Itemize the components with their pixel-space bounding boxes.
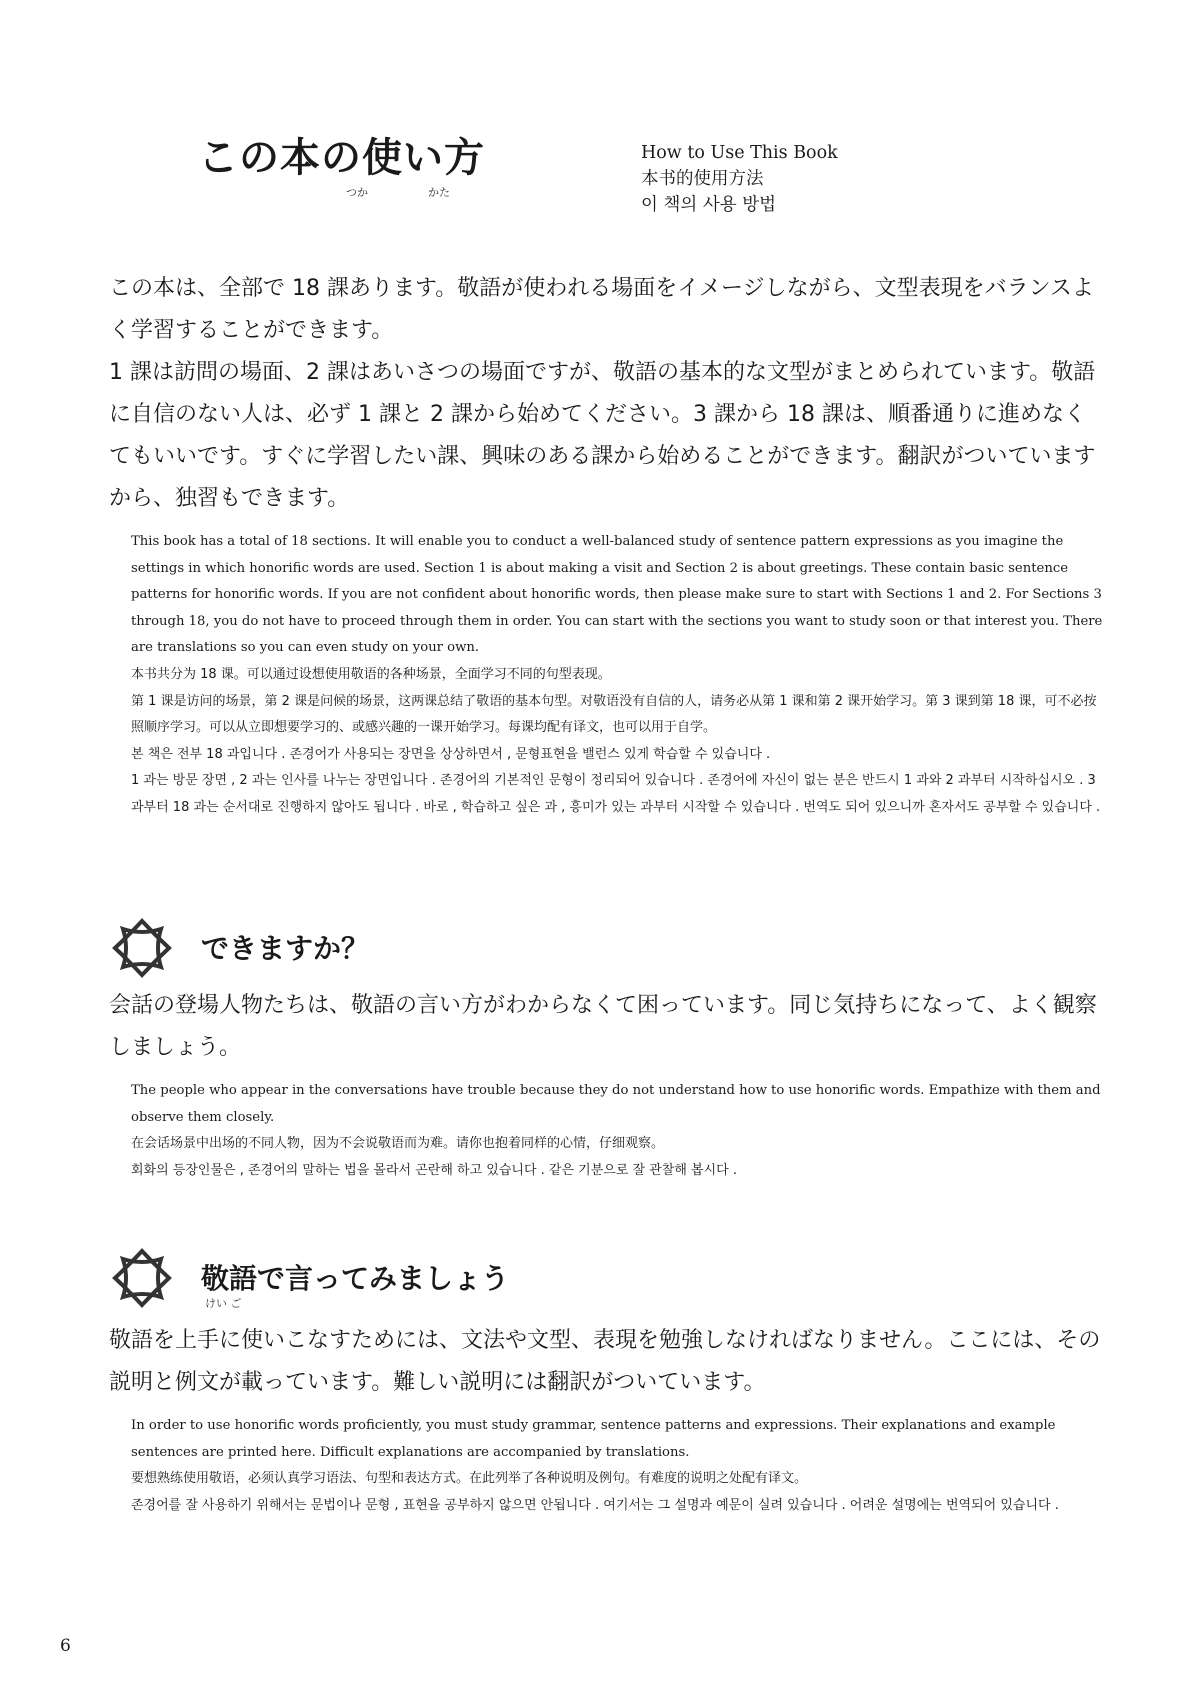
intro-chinese-2: 第 1 课是访问的场景，第 2 课是问候的场景，这两课总结了敬语的基本句型。对敬语没有自信的人，请务必从第 1 课和第 2 课开始学习。第 3 课到第 18 课，可不必按照顺序学习。可以从立即想要学习的、或感兴趣的一课开始学习。每课均配有译文，也可以用于自学。 xyxy=(131,693,1097,736)
page-number: 6 xyxy=(60,1636,71,1656)
title-block xyxy=(198,132,485,200)
page-title: この本の使い方 xyxy=(198,135,485,181)
flower-star-icon xyxy=(109,1245,175,1311)
section1-english: The people who appear in the conversations have trouble because they do not understand how to use honorific words. Empathize with them and observe them closely. xyxy=(131,1083,1101,1125)
intro-korean-1: 본 책은 전부 18 과입니다 . 존경어가 사용되는 장면을 상상하면서 , 문형표현을 밸런스 있게 학습할 수 있습니다 . xyxy=(131,746,771,762)
subtitle-chinese: 本书的使用方法 xyxy=(641,169,764,189)
flower-star-icon xyxy=(109,915,175,981)
section2-chinese: 要想熟练使用敬语，必须认真学习语法、句型和表达方式。在此列举了各种说明及例句。有难度的说明之处配有译文。 xyxy=(131,1471,808,1487)
intro-english: This book has a total of 18 sections. It will enable you to conduct a well-balanced study of sentence pattern expressions as you imagine the settings in which honorific words are used. Section 1 is about making a visit and Section 2 is about greetings. These contain basic sentence patterns for honorific words. If you are not confident about honorific words, then please make sure to start with Sections 1 and 2. For Sections 3 through 18, you do not have to proceed through them in order. You can start with the sections you want to study soon or that interest you. There are translations so you can even study on your own. xyxy=(131,534,1103,656)
section-keigo-title: 敬語で言ってみましょう xyxy=(201,1262,510,1295)
subtitle-korean: 이 책의 사용 방법 xyxy=(641,195,777,215)
section2-korean: 존경어를 잘 사용하기 위해서는 문법이나 문형 , 표현을 공부하지 않으면 안됩니다 . 여기서는 그 설명과 예문이 실려 있습니다 . 어려운 설명에는 번역되어 있습니다 . xyxy=(131,1497,1059,1513)
intro-translations xyxy=(131,529,1103,822)
ruby-kata: かた xyxy=(428,186,450,199)
section-keigo-title-ruby: けい ご xyxy=(205,1297,242,1310)
title-translations xyxy=(641,140,838,218)
ruby-tsuka: つか xyxy=(346,186,368,199)
intro-jp-line-1: この本は、全部で 18 課あります。敬語が使われる場面をイメージしながら、文型表現をバランスよく学習することができます。 xyxy=(109,276,1094,343)
intro-jp-line-2: 1 課は訪問の場面、2 課はあいさつの場面ですが、敬語の基本的な文型がまとめられています。敬語に自信のない人は、必ず 1 課と 2 課から始めてください。3 課から 18 課は、順番通りに進めなくてもいいです。すぐに学習したい課、興味のある課から始めることができます。翻訳がついていますから、独習もできます。 xyxy=(109,360,1096,511)
section1-korean: 회화의 등장인물은 , 존경어의 말하는 법을 몰라서 곤란해 하고 있습니다 . 같은 기분으로 잘 관찰해 봅시다 . xyxy=(131,1162,737,1178)
section-dekimasuka-title: できますか？ xyxy=(201,932,370,965)
intro-korean-2: 1 과는 방문 장면 , 2 과는 인사를 나누는 장면입니다 . 존경어의 기본적인 문형이 정리되어 있습니다 . 존경어에 자신이 없는 분은 반드시 1 과와 2 과부터 시작하십시오 . 3 과부터 18 과는 순서대로 진행하지 않아도 됩니다 . 바로 , 학습하고 싶은 과 , 흥미가 있는 과부터 시작할 수 있습니다 . 번역도 되어 있으니까 혼자서도 공부할 수 있습니다 . xyxy=(131,773,1101,815)
section1-jp-text: 会話の登場人物たちは、敬語の言い方がわからなくて困っています。同じ気持ちになって、よく観察しましょう。 xyxy=(109,993,1097,1060)
section-keigo-japanese xyxy=(109,1320,1104,1404)
section-keigo-translations xyxy=(131,1413,1103,1519)
section2-jp-text: 敬語を上手に使いこなすためには、文法や文型、表現を勉強しなければなりません。ここには、その説明と例文が載っています。難しい説明には翻訳がついています。 xyxy=(109,1328,1101,1395)
section-dekimasuka-japanese xyxy=(109,985,1104,1069)
intro-chinese-1: 本书共分为 18 课。可以通过设想使用敬语的各种场景，全面学习不同的句型表现。 xyxy=(131,666,611,682)
section-dekimasuka-translations xyxy=(131,1078,1103,1184)
subtitle-english: How to Use This Book xyxy=(641,143,838,163)
section1-chinese: 在会话场景中出场的不同人物，因为不会说敬语而为难。请你也抱着同样的心情，仔细观察。 xyxy=(131,1136,665,1152)
intro-japanese xyxy=(109,268,1104,520)
section2-english: In order to use honorific words proficiently, you must study grammar, sentence patterns and expressions. Their explanations and example sentences are printed here. Difficult explanations are accompanied by translations. xyxy=(131,1418,1056,1460)
title-ruby xyxy=(198,184,485,200)
